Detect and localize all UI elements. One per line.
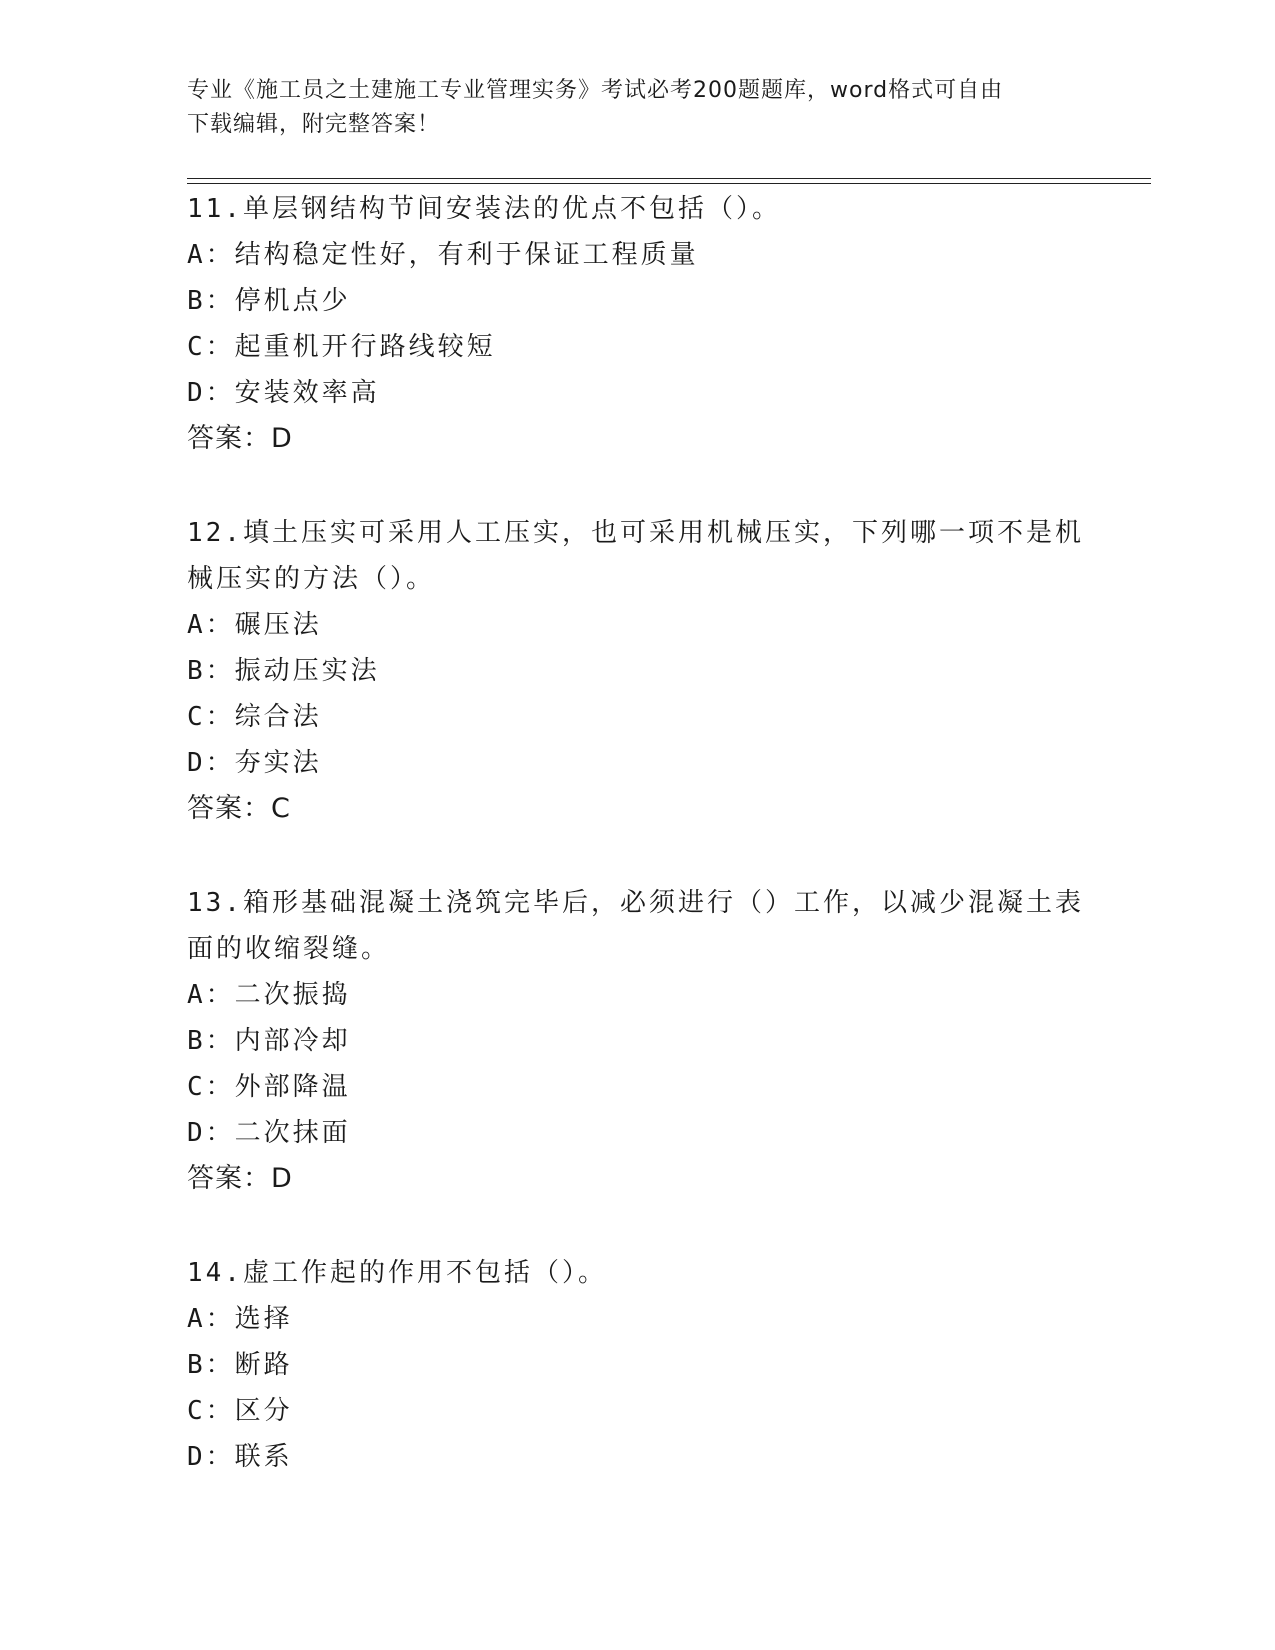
question-stem: 11.单层钢结构节间安装法的优点不包括（）。 [187,194,781,224]
question-11 [187,186,1087,462]
question-13 [187,880,1087,1202]
question-stem: 12.填土压实可采用人工压实，也可采用机械压实，下列哪一项不是机 [187,518,1084,548]
option-c: C：外部降温 [187,1072,351,1102]
answer: 答案：C [187,793,291,824]
option-a: A：二次振捣 [187,980,351,1010]
option-c: C：区分 [187,1396,293,1426]
header-line-2: 下载编辑，附完整答案！ [187,112,441,137]
question-14 [187,1250,1087,1480]
answer: 答案：D [187,1163,293,1194]
option-d: D：联系 [187,1442,293,1472]
question-stem: 14.虚工作起的作用不包括（）。 [187,1258,607,1288]
option-c: C：起重机开行路线较短 [187,332,496,362]
question-list [187,186,1087,1528]
option-c: C：综合法 [187,702,322,732]
header-line-1: 专业《施工员之土建施工专业管理实务》考试必考200题题库，word格式可自由 [187,78,1004,103]
option-b: B：振动压实法 [187,656,380,686]
option-a: A：结构稳定性好，有利于保证工程质量 [187,240,699,270]
answer: 答案：D [187,423,293,454]
option-b: B：内部冷却 [187,1026,351,1056]
option-b: B：断路 [187,1350,293,1380]
option-a: A：选择 [187,1304,293,1334]
question-stem: 13.箱形基础混凝土浇筑完毕后，必须进行（）工作，以减少混凝土表 [187,888,1084,918]
question-stem-continued: 械压实的方法（）。 [187,564,436,594]
question-12 [187,510,1087,832]
option-d: D：二次抹面 [187,1118,351,1148]
document-header [187,74,1067,142]
option-b: B：停机点少 [187,286,351,316]
option-d: D：安装效率高 [187,378,380,408]
question-stem-continued: 面的收缩裂缝。 [187,934,391,964]
option-a: A：碾压法 [187,610,322,640]
option-d: D：夯实法 [187,748,322,778]
header-divider [187,178,1151,184]
